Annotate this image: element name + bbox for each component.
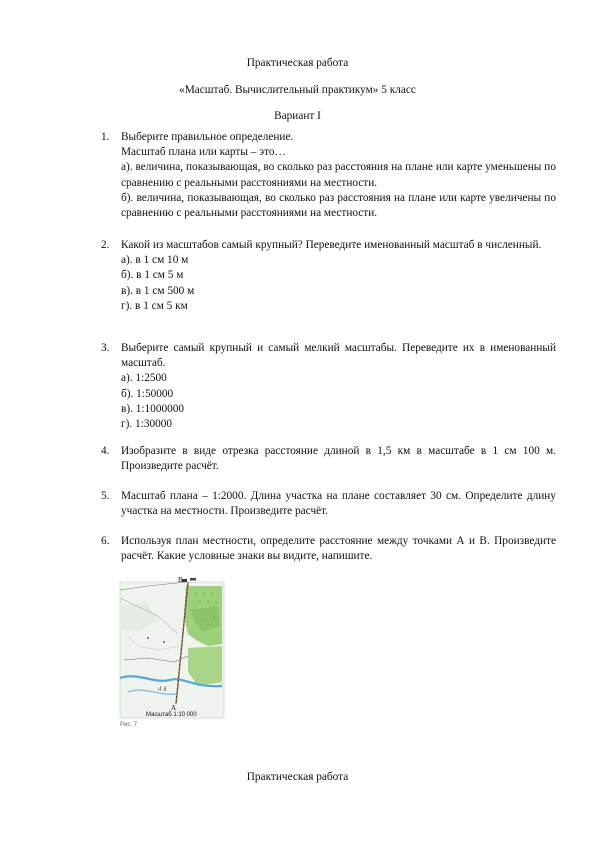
question-3 xyxy=(101,341,556,432)
next-page-title: Практическая работа xyxy=(246,771,349,783)
question-5 xyxy=(101,489,556,519)
question-number: 5. xyxy=(101,490,110,502)
question-number: 2. xyxy=(101,239,110,251)
answer-option: б). величина, показывающая, во сколько раз расстояния на плане или карте увеличены по сравнению с реальными расстояниями на местности. xyxy=(121,191,556,220)
question-text: Используя план местности, определите расстояние между точками А и В. Произведите расчёт. Какие условные знаки вы видите, напишите. xyxy=(121,535,556,563)
question-number: 4. xyxy=(101,445,110,457)
point-b-label: В xyxy=(178,576,183,584)
question-number: 1. xyxy=(101,131,110,143)
question-number: 6. xyxy=(101,535,110,547)
answer-option: а). 1:2500 xyxy=(121,372,167,385)
map-figure-caption: Рис. 7 xyxy=(120,722,138,728)
tree-symbol-icon xyxy=(163,641,165,643)
question-text: Масштаб плана или карты – это… xyxy=(121,146,286,159)
answer-option: в). в 1 см 500 м xyxy=(121,284,195,297)
answer-option: в). 1:1000000 xyxy=(121,402,185,415)
point-a-label: А xyxy=(171,704,177,712)
question-4 xyxy=(101,444,556,474)
answer-option: б). 1:50000 xyxy=(121,387,174,400)
answer-option: а). в 1 см 10 м xyxy=(121,254,189,267)
tree-symbol-icon xyxy=(147,637,149,639)
question-text: Выберите самый крупный и самый мелкий масштабы. Переведите их в именованный масштаб. xyxy=(121,342,556,370)
building-icon xyxy=(190,578,196,581)
answer-option: г). в 1 см 5 км xyxy=(121,299,188,312)
marsh-symbol-icon: ıl ıl xyxy=(158,686,167,693)
page-subtitle: «Масштаб. Вычислительный практикум» 5 класс xyxy=(179,84,416,96)
question-2 xyxy=(101,238,556,314)
answer-option: б). в 1 см 5 м xyxy=(121,269,184,282)
question-text: Выберите правильное определение. xyxy=(121,131,294,143)
answer-option: г). 1:30000 xyxy=(121,418,173,431)
question-text: Изобразите в виде отрезка расстояние длиной в 1,5 км в масштабе в 1 см 100 м. Произведите расчёт. xyxy=(121,445,556,473)
terrain-map-figure xyxy=(118,576,238,738)
variant-label: Вариант I xyxy=(274,110,321,122)
map-scale-caption: Масштаб 1:10 000 xyxy=(146,712,197,718)
answer-option: а). величина, показывающая, во сколько раз расстояния на плане или карте уменьшены по сравнению с реальными расстояниями на местности. xyxy=(121,161,556,189)
question-6 xyxy=(101,534,556,564)
question-number: 3. xyxy=(101,342,110,354)
question-text: Какой из масштабов самый крупный? Переведите именованный масштаб в численный. xyxy=(121,239,542,251)
question-text: Масштаб плана – 1:2000. Длина участка на плане составляет 30 см. Определите длину участка на местности. Произведите расчёт. xyxy=(121,490,556,518)
building-icon xyxy=(182,579,187,582)
question-1 xyxy=(101,130,556,221)
page-title: Практическая работа xyxy=(246,57,349,69)
